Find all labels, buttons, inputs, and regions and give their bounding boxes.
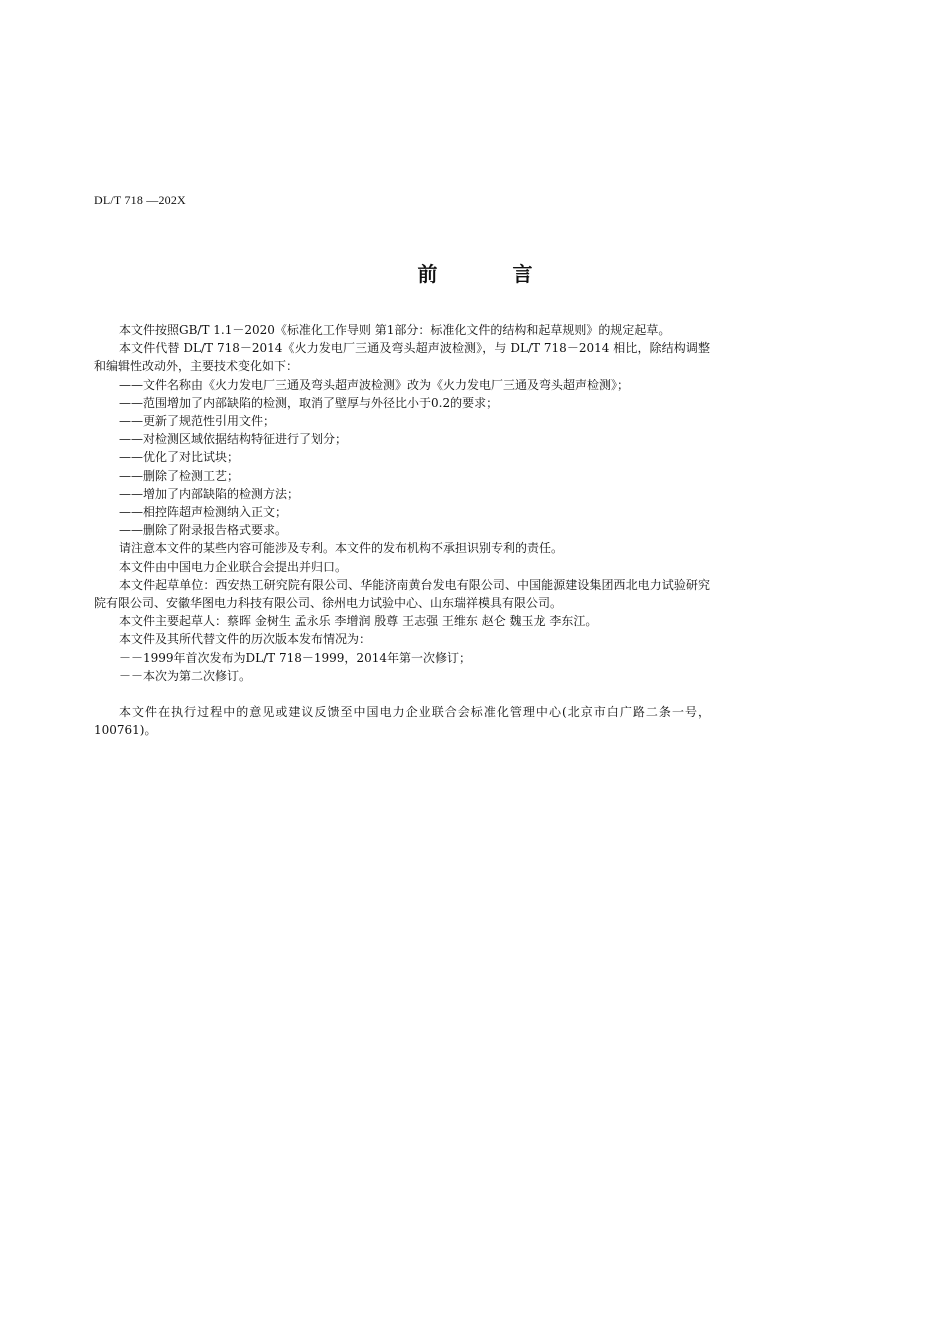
change-item: ——增加了内部缺陷的检测方法； xyxy=(119,486,300,501)
change-item: ——优化了对比试块； xyxy=(119,450,240,465)
document-body xyxy=(94,321,710,739)
paragraph-replacement: 本文件代替 DL/T 718－2014《火力发电厂三通及弯头超声波检测》，与 DL/T 718－2014 相比，除结构调整和编辑性改动外，主要技术变化如下： xyxy=(94,341,710,374)
change-item: ——删除了附录报告格式要求。 xyxy=(119,523,288,538)
change-item: ——对检测区域依据结构特征进行了划分； xyxy=(119,432,348,447)
change-item: ——范围增加了内部缺陷的检测，取消了壁厚与外径比小于0.2的要求； xyxy=(119,395,499,410)
change-item: ——更新了规范性引用文件； xyxy=(119,414,276,429)
paragraph-proposer: 本文件由中国电力企业联合会提出并归口。 xyxy=(119,559,348,574)
document-code: DL/T 718 —202X xyxy=(94,193,186,207)
spacer xyxy=(94,685,710,703)
paragraph-patent-notice: 请注意本文件的某些内容可能涉及专利。本文件的发布机构不承担识别专利的责任。 xyxy=(119,541,564,556)
paragraph-drafters: 本文件主要起草人：蔡晖 金树生 孟永乐 李增润 殷尊 王志强 王维东 赵仑 魏玉龙 李东江。 xyxy=(119,614,598,629)
change-item: ——相控阵超声检测纳入正文； xyxy=(119,505,288,520)
history-item: －－1999年首次发布为DL/T 718－1999，2014年第一次修订； xyxy=(119,650,471,665)
paragraph-drafting-units: 本文件起草单位：西安热工研究院有限公司、华能济南黄台发电有限公司、中国能源建设集团西北电力试验研究院有限公司、安徽华图电力科技有限公司、徐州电力试验中心、山东瑞祥模具有限公司。 xyxy=(94,577,710,611)
paragraph-drafting-rules: 本文件按照GB/T 1.1－2020《标准化工作导则 第1部分：标准化文件的结构和起草规则》的规定起草。 xyxy=(119,323,671,337)
page-title: 前 言 xyxy=(417,262,567,286)
change-item: ——文件名称由《火力发电厂三通及弯头超声波检测》改为《火力发电厂三通及弯头超声检测》； xyxy=(119,377,630,392)
change-item: ——删除了检测工艺； xyxy=(119,468,240,483)
history-item: －－本次为第二次修订。 xyxy=(119,668,252,683)
paragraph-version-history: 本文件及其所代替文件的历次版本发布情况为： xyxy=(119,632,372,647)
paragraph-feedback: 本文件在执行过程中的意见或建议反馈至中国电力企业联合会标准化管理中心(北京市白广路二条一号，100761)。 xyxy=(94,705,710,738)
